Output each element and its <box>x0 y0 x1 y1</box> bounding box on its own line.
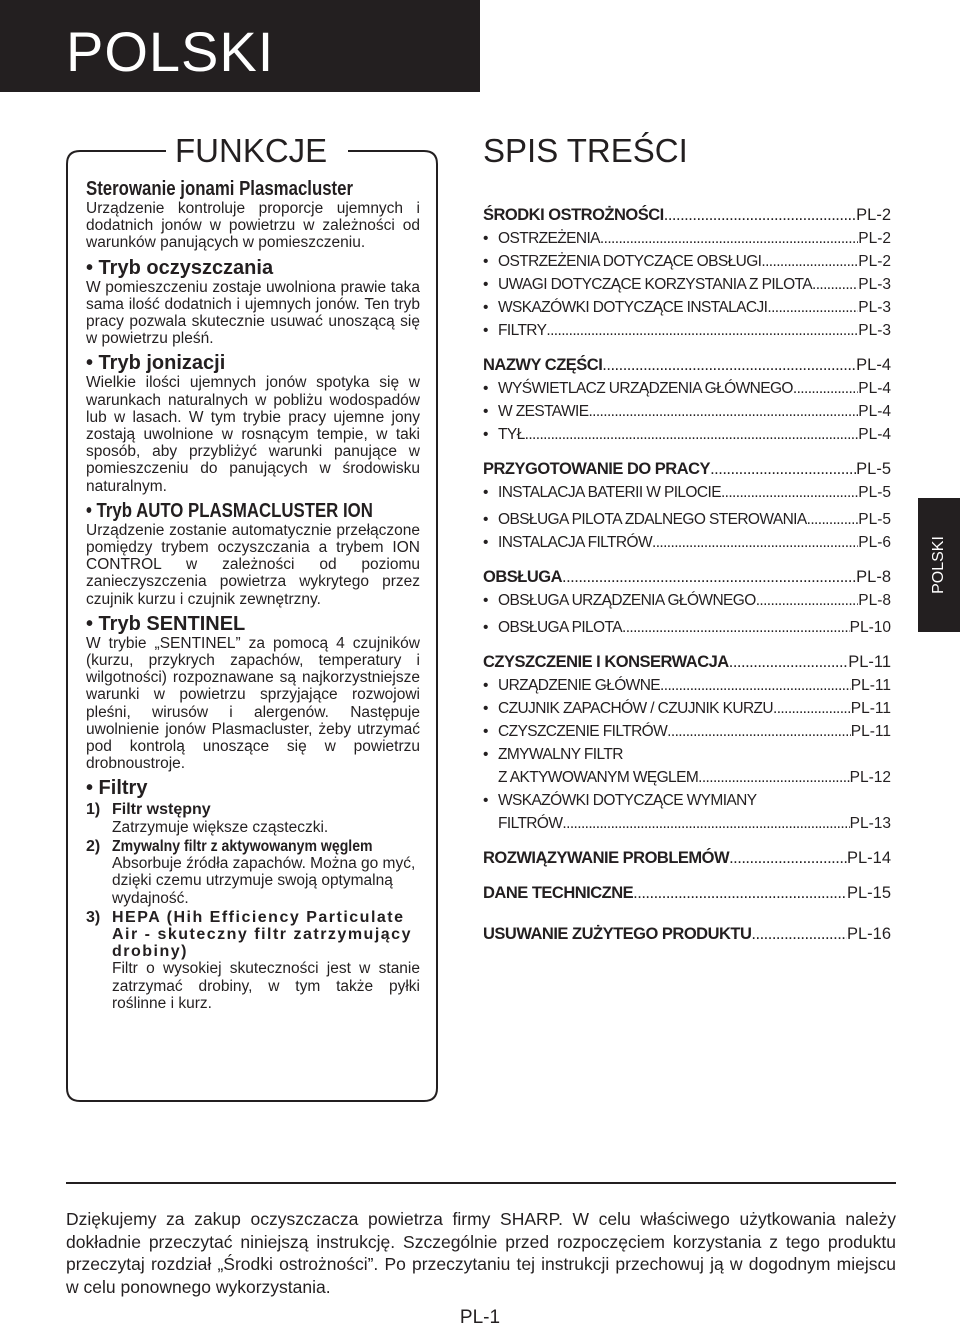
toc-subsection-row <box>483 697 891 720</box>
leader-dots <box>767 296 858 319</box>
bullet: • <box>483 276 488 293</box>
bullet: • <box>483 403 488 420</box>
bullet: • <box>483 322 488 339</box>
sentinel-mode-text: W trybie „SENTINEL” za pomocą 4 czujników (kurzu, przykrych zapachów, temperatury i wilgotności) rozpoznawane są najkorzystniejsze warunki w powietrzu sprzyjające rozwojowi pleśni, wirusów i alergenów. Następuje uwolnienie jonów Plasmacluster, żeby utrzymać pod kontrolą unoszące się w powietrzu drobnoustroje. <box>86 634 420 773</box>
auto-mode-heading: • Tryb AUTO PLASMACLUSTER ION <box>86 499 373 522</box>
toc-label: URZĄDZENIE GŁÓWNE <box>498 677 661 694</box>
toc-label-continued: FILTRÓW <box>498 815 563 832</box>
leader-dots <box>765 250 858 273</box>
toc-label: UWAGI DOTYCZĄCE KORZYSTANIA Z PILOTA <box>498 276 812 293</box>
bullet: • <box>483 484 488 501</box>
cleaning-mode-text: W pomieszczeniu zostaje uwolniona prawie taka sama ilość dodatnich i ujemnych jonów. Ten tryb pracy pozwala skutecznie usuwać unoszącą się w powietrzu pleśń. <box>86 278 420 348</box>
toc-label: CZYSZCZENIE I KONSERWACJA <box>483 653 729 671</box>
toc-page: PL-4 <box>858 380 891 397</box>
ionization-mode-heading: • Tryb jonizacji <box>86 352 226 375</box>
leader-dots <box>710 458 856 481</box>
leader-dots <box>698 766 849 789</box>
toc-subsection-row <box>483 377 891 400</box>
toc-page: PL-2 <box>856 206 891 224</box>
leader-dots <box>622 616 850 639</box>
toc-subsection-row <box>483 743 891 789</box>
leader-dots <box>660 674 851 697</box>
bullet: • <box>483 619 488 636</box>
leader-dots <box>546 319 858 342</box>
bullet: • <box>483 700 488 717</box>
filter-item-text: Absorbuje źródła zapachów. Można go myć, dzięki czemu utrzymuje swoją optymalną wydajność. <box>112 855 416 907</box>
toc-page: PL-4 <box>858 426 891 443</box>
toc-section-row <box>483 458 891 481</box>
toc-label: OSTRZEŻENIA <box>498 230 600 247</box>
toc-section-row <box>483 847 891 870</box>
leader-dots <box>729 847 847 870</box>
toc-label-continued: Z AKTYWOWANYM WĘGLEM <box>498 769 699 786</box>
filter-item-number: 2) <box>86 837 101 855</box>
toc-page: PL-16 <box>846 925 891 943</box>
auto-mode-text: Urządzenie zostanie automatycznie przełączone pomiędzy trybem oczyszczania a trybem ION CONTROL w zależności od poziomu zanieczyszczenia powietrza wykrytego przez czujnik kurzu i czujnik zewnętrzny. <box>86 521 420 608</box>
filters-heading: • Filtry <box>86 777 148 800</box>
toc-label: NAZWY CZĘŚCI <box>483 356 603 374</box>
bullet: • <box>483 746 488 763</box>
leader-dots <box>664 204 856 227</box>
toc-subsection-row <box>483 674 891 697</box>
plasmacluster-text: Urządzenie kontroluje proporcje ujemnych i dodatnich jonów w powietrzu w zależności od warunków panujących w pomieszczeniu. <box>86 200 420 252</box>
toc-page: PL-2 <box>858 253 891 270</box>
toc-label: CZUJNIK ZAPACHÓW / CZUJNIK KURZU <box>498 700 774 717</box>
filter-item-number: 3) <box>86 908 101 926</box>
toc-label: INSTALACJA BATERII W PILOCIE <box>498 484 721 501</box>
toc-label: WSKAZÓWKI DOTYCZĄCE WYMIANY <box>498 792 757 809</box>
leader-dots <box>633 882 847 905</box>
toc-label: OBSŁUGA <box>483 568 562 586</box>
toc-page: PL-8 <box>858 592 891 609</box>
toc-section-row <box>483 923 891 946</box>
toc-page: PL-11 <box>848 653 891 671</box>
toc-page: PL-3 <box>858 276 891 293</box>
filter-item <box>86 838 420 855</box>
toc-section-row <box>483 566 891 589</box>
toc-section-row <box>483 354 891 377</box>
leader-dots <box>756 589 859 612</box>
filter-item-text: Zatrzymuje większe cząsteczki. <box>112 818 329 836</box>
toc-page: PL-11 <box>850 677 891 694</box>
toc-page: PL-8 <box>856 568 891 586</box>
toc-label: WSKAZÓWKI DOTYCZĄCE INSTALACJI <box>498 299 768 316</box>
toc-page: PL-11 <box>850 723 891 740</box>
toc-page: PL-4 <box>858 403 891 420</box>
bullet: • <box>483 230 488 247</box>
toc-page: PL-14 <box>846 849 891 867</box>
toc-section-row <box>483 882 891 905</box>
filter-item-text: Filtr o wysokiej skuteczności jest w stanie zatrzymać drobiny, w tym także pyłki roślinne i kurz. <box>112 960 420 1012</box>
toc-label: PRZYGOTOWANIE DO PRACY <box>483 460 711 478</box>
toc-label: CZYSZCZENIE FILTRÓW <box>498 723 668 740</box>
leader-dots <box>588 400 858 423</box>
language-side-tab <box>918 498 960 632</box>
toc-label: ZMYWALNY FILTR <box>498 746 623 763</box>
features-content <box>86 179 420 1012</box>
filter-item <box>86 801 420 818</box>
toc-page: PL-12 <box>849 769 891 786</box>
toc-subsection-row <box>483 250 891 273</box>
language-header-bar <box>0 0 480 92</box>
toc-page: PL-15 <box>846 884 891 902</box>
filter-item-title: HEPA (Hih Efficiency Particulate Air - skuteczny filtr zatrzymujący drobiny) <box>112 908 412 961</box>
toc-title: SPIS TREŚCI <box>483 132 688 169</box>
toc-label: WYŚWIETLACZ URZĄDZENIA GŁÓWNEGO <box>498 380 793 397</box>
toc-page: PL-5 <box>858 484 891 501</box>
leader-dots <box>807 508 859 531</box>
cleaning-mode-heading: • Tryb oczyszczania <box>86 256 274 279</box>
sentinel-mode-heading: • Tryb SENTINEL <box>86 612 246 635</box>
leader-dots <box>600 227 858 250</box>
toc-page: PL-2 <box>858 230 891 247</box>
toc-page: PL-5 <box>856 460 891 478</box>
leader-dots <box>812 273 858 296</box>
toc-label: FILTRY <box>498 322 547 339</box>
toc-page: PL-5 <box>858 511 891 528</box>
toc-subsection-row <box>483 481 891 504</box>
toc-page: PL-6 <box>858 534 891 551</box>
leader-dots <box>751 923 847 946</box>
language-side-tab-label: POLSKI <box>930 536 947 594</box>
footer-divider <box>66 1182 896 1184</box>
ionization-mode-text: Wielkie ilości ujemnych jonów spotyka się w warunkach naturalnych w pobliżu wodospadów lub w lasach. W tym trybie pracy ujemne jony zostają uwolnione w rosnącym tempie, w taki sposób, aby przybliżyć warunki panujące w pomieszczeniu do panujących w środowisku naturalnym. <box>86 374 420 495</box>
toc-label: TYŁ <box>498 426 525 443</box>
toc-subsection-row <box>483 720 891 743</box>
toc-label: ROZWIĄZYWANIE PROBLEMÓW <box>483 849 730 867</box>
toc-subsection-row <box>483 227 891 250</box>
features-title: FUNKCJE <box>175 132 328 169</box>
filter-item-title: Filtr wstępny <box>112 801 211 819</box>
leader-dots <box>793 377 858 400</box>
toc-page: PL-4 <box>856 356 891 374</box>
toc-section-row <box>483 204 891 227</box>
toc-page: PL-11 <box>850 700 891 717</box>
toc-subsection-row <box>483 319 891 342</box>
toc-subsection-row <box>483 400 891 423</box>
toc-subsection-row <box>483 508 891 531</box>
toc-subsection-row <box>483 423 891 446</box>
toc-subsection-row <box>483 616 891 639</box>
leader-dots <box>652 531 858 554</box>
toc-page: PL-3 <box>858 299 891 316</box>
thank-you-note: Dziękujemy za zakup oczyszczacza powietrza firmy SHARP. W celu właściwego użytkowania należy dokładnie przeczytać niniejszą instrukcję. Szczególnie przed rozpoczęciem korzystania z tego produktu przeczytaj rozdział „Środki ostrożności”. Po przeczytaniu tej instrukcji przechowuj ją w dogodnym miejscu w celu ponownego wykorzystania. <box>66 1209 896 1297</box>
toc-label: OBSŁUGA URZĄDZENIA GŁÓWNEGO <box>498 592 756 609</box>
toc-label: DANE TECHNICZNE <box>483 884 634 902</box>
bullet: • <box>483 299 488 316</box>
bullet: • <box>483 253 488 270</box>
toc-subsection-row <box>483 531 891 554</box>
leader-dots <box>729 651 848 674</box>
toc-label: W ZESTAWIE <box>498 403 589 420</box>
toc-page: PL-10 <box>849 619 891 636</box>
bullet: • <box>483 534 488 551</box>
leader-dots <box>562 812 849 835</box>
toc-subsection-row <box>483 589 891 612</box>
toc-label: USUWANIE ZUŻYTEGO PRODUKTU <box>483 925 752 943</box>
toc-subsection-row <box>483 789 891 835</box>
leader-dots <box>525 423 859 446</box>
filter-item-number: 1) <box>86 801 101 819</box>
filter-item <box>86 909 420 961</box>
toc-subsection-row <box>483 296 891 319</box>
leader-dots <box>667 720 851 743</box>
leader-dots <box>562 566 856 589</box>
page-number: PL-1 <box>459 1307 501 1328</box>
bullet: • <box>483 426 488 443</box>
leader-dots <box>721 481 858 504</box>
leader-dots <box>773 697 851 720</box>
bullet: • <box>483 511 488 528</box>
toc-label: INSTALACJA FILTRÓW <box>498 534 652 551</box>
bullet: • <box>483 380 488 397</box>
filter-item-title: Zmywalny filtr z aktywowanym węglem <box>112 837 373 855</box>
toc-label: OBSŁUGA PILOTA <box>498 619 622 636</box>
toc-label: ŚRODKI OSTROŻNOŚCI <box>483 206 664 224</box>
bullet: • <box>483 723 488 740</box>
leader-dots <box>602 354 856 377</box>
toc-page: PL-3 <box>858 322 891 339</box>
toc-section-row <box>483 651 891 674</box>
toc-label: OSTRZEŻENIA DOTYCZĄCE OBSŁUGI. <box>498 253 766 270</box>
toc-subsection-row <box>483 273 891 296</box>
table-of-contents <box>483 204 891 946</box>
plasmacluster-heading: Sterowanie jonami Plasmacluster <box>86 178 354 200</box>
bullet: • <box>483 792 488 809</box>
language-header-title: POLSKI <box>66 20 275 83</box>
toc-page: PL-13 <box>849 815 891 832</box>
toc-label: OBSŁUGA PILOTA ZDALNEGO STEROWANIA <box>498 511 807 528</box>
bullet: • <box>483 592 488 609</box>
bullet: • <box>483 677 488 694</box>
